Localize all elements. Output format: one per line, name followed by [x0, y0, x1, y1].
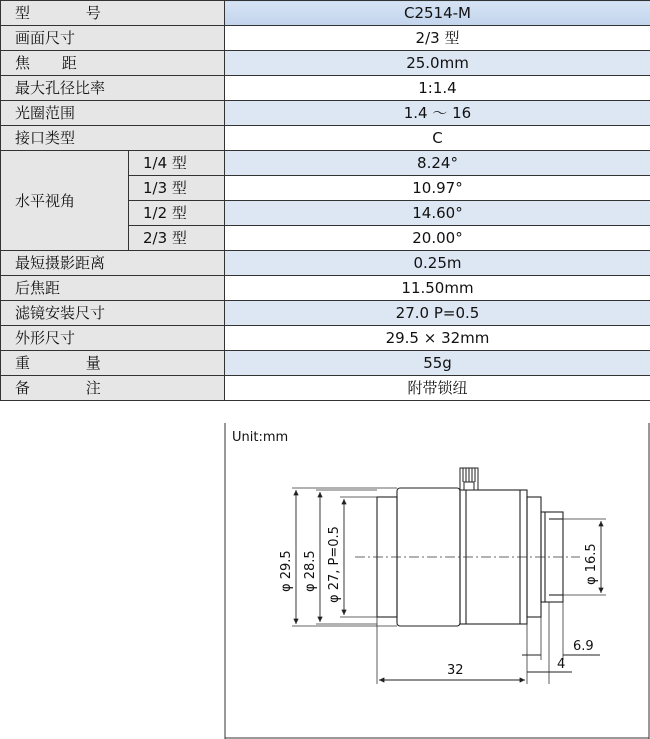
table-row — [1, 101, 650, 126]
spec-label: 接口类型 — [1, 126, 225, 151]
fov-angle: 8.24° — [225, 151, 650, 176]
lens-dimension-drawing — [0, 423, 650, 739]
table-row — [1, 76, 650, 101]
table-row — [1, 276, 650, 301]
table-row — [1, 126, 650, 151]
dim-length: 32 — [447, 663, 464, 678]
lock-knob — [460, 468, 478, 490]
dim-69: 6.9 — [573, 639, 594, 654]
fov-angle: 14.60° — [225, 201, 650, 226]
spec-value: 0.25m — [225, 251, 650, 276]
fov-angle: 10.97° — [225, 176, 650, 201]
spec-label: 滤镜安装尺寸 — [1, 301, 225, 326]
fov-size: 1/4 型 — [129, 151, 225, 176]
spec-label: 后焦距 — [1, 276, 225, 301]
dim-4: 4 — [557, 657, 566, 672]
table-row — [1, 301, 650, 326]
model-label: 型 号 — [1, 1, 225, 26]
spec-label: 最大孔径比率 — [1, 76, 225, 101]
spec-value: C — [225, 126, 650, 151]
fov-row — [1, 151, 650, 176]
spec-label: 焦 距 — [1, 51, 225, 76]
table-row — [1, 376, 650, 401]
dim-d295: φ 29.5 — [279, 550, 294, 592]
spec-value: 11.50mm — [225, 276, 650, 301]
spec-value: 附带锁纽 — [225, 376, 650, 401]
fov-angle: 20.00° — [225, 226, 650, 251]
spec-value: 1.4 ～ 16 — [225, 101, 650, 126]
dim-d285: φ 28.5 — [303, 550, 318, 592]
spec-label: 光圈范围 — [1, 101, 225, 126]
spec-value: 27.0 P=0.5 — [225, 301, 650, 326]
fov-size: 2/3 型 — [129, 226, 225, 251]
spec-value: 29.5 × 32mm — [225, 326, 650, 351]
spec-label: 最短摄影距离 — [1, 251, 225, 276]
fov-size: 1/3 型 — [129, 176, 225, 201]
unit-label: Unit:mm — [232, 430, 289, 445]
spec-label: 外形尺寸 — [1, 326, 225, 351]
table-row — [1, 351, 650, 376]
fov-size: 1/2 型 — [129, 201, 225, 226]
dim-filter: φ 27, P=0.5 — [327, 526, 342, 603]
dim-d165: φ 16.5 — [584, 543, 599, 585]
spec-label: 重 量 — [1, 351, 225, 376]
table-row — [1, 326, 650, 351]
spec-value: 25.0mm — [225, 51, 650, 76]
spec-label: 备 注 — [1, 376, 225, 401]
table-row — [1, 26, 650, 51]
spec-value: 2/3 型 — [225, 26, 650, 51]
spec-value: 1:1.4 — [225, 76, 650, 101]
model-value: C2514-M — [225, 1, 650, 26]
row-model — [1, 1, 650, 26]
table-row — [1, 51, 650, 76]
spec-label: 画面尺寸 — [1, 26, 225, 51]
fov-label: 水平视角 — [1, 151, 129, 251]
table-row — [1, 251, 650, 276]
spec-value: 55g — [225, 351, 650, 376]
